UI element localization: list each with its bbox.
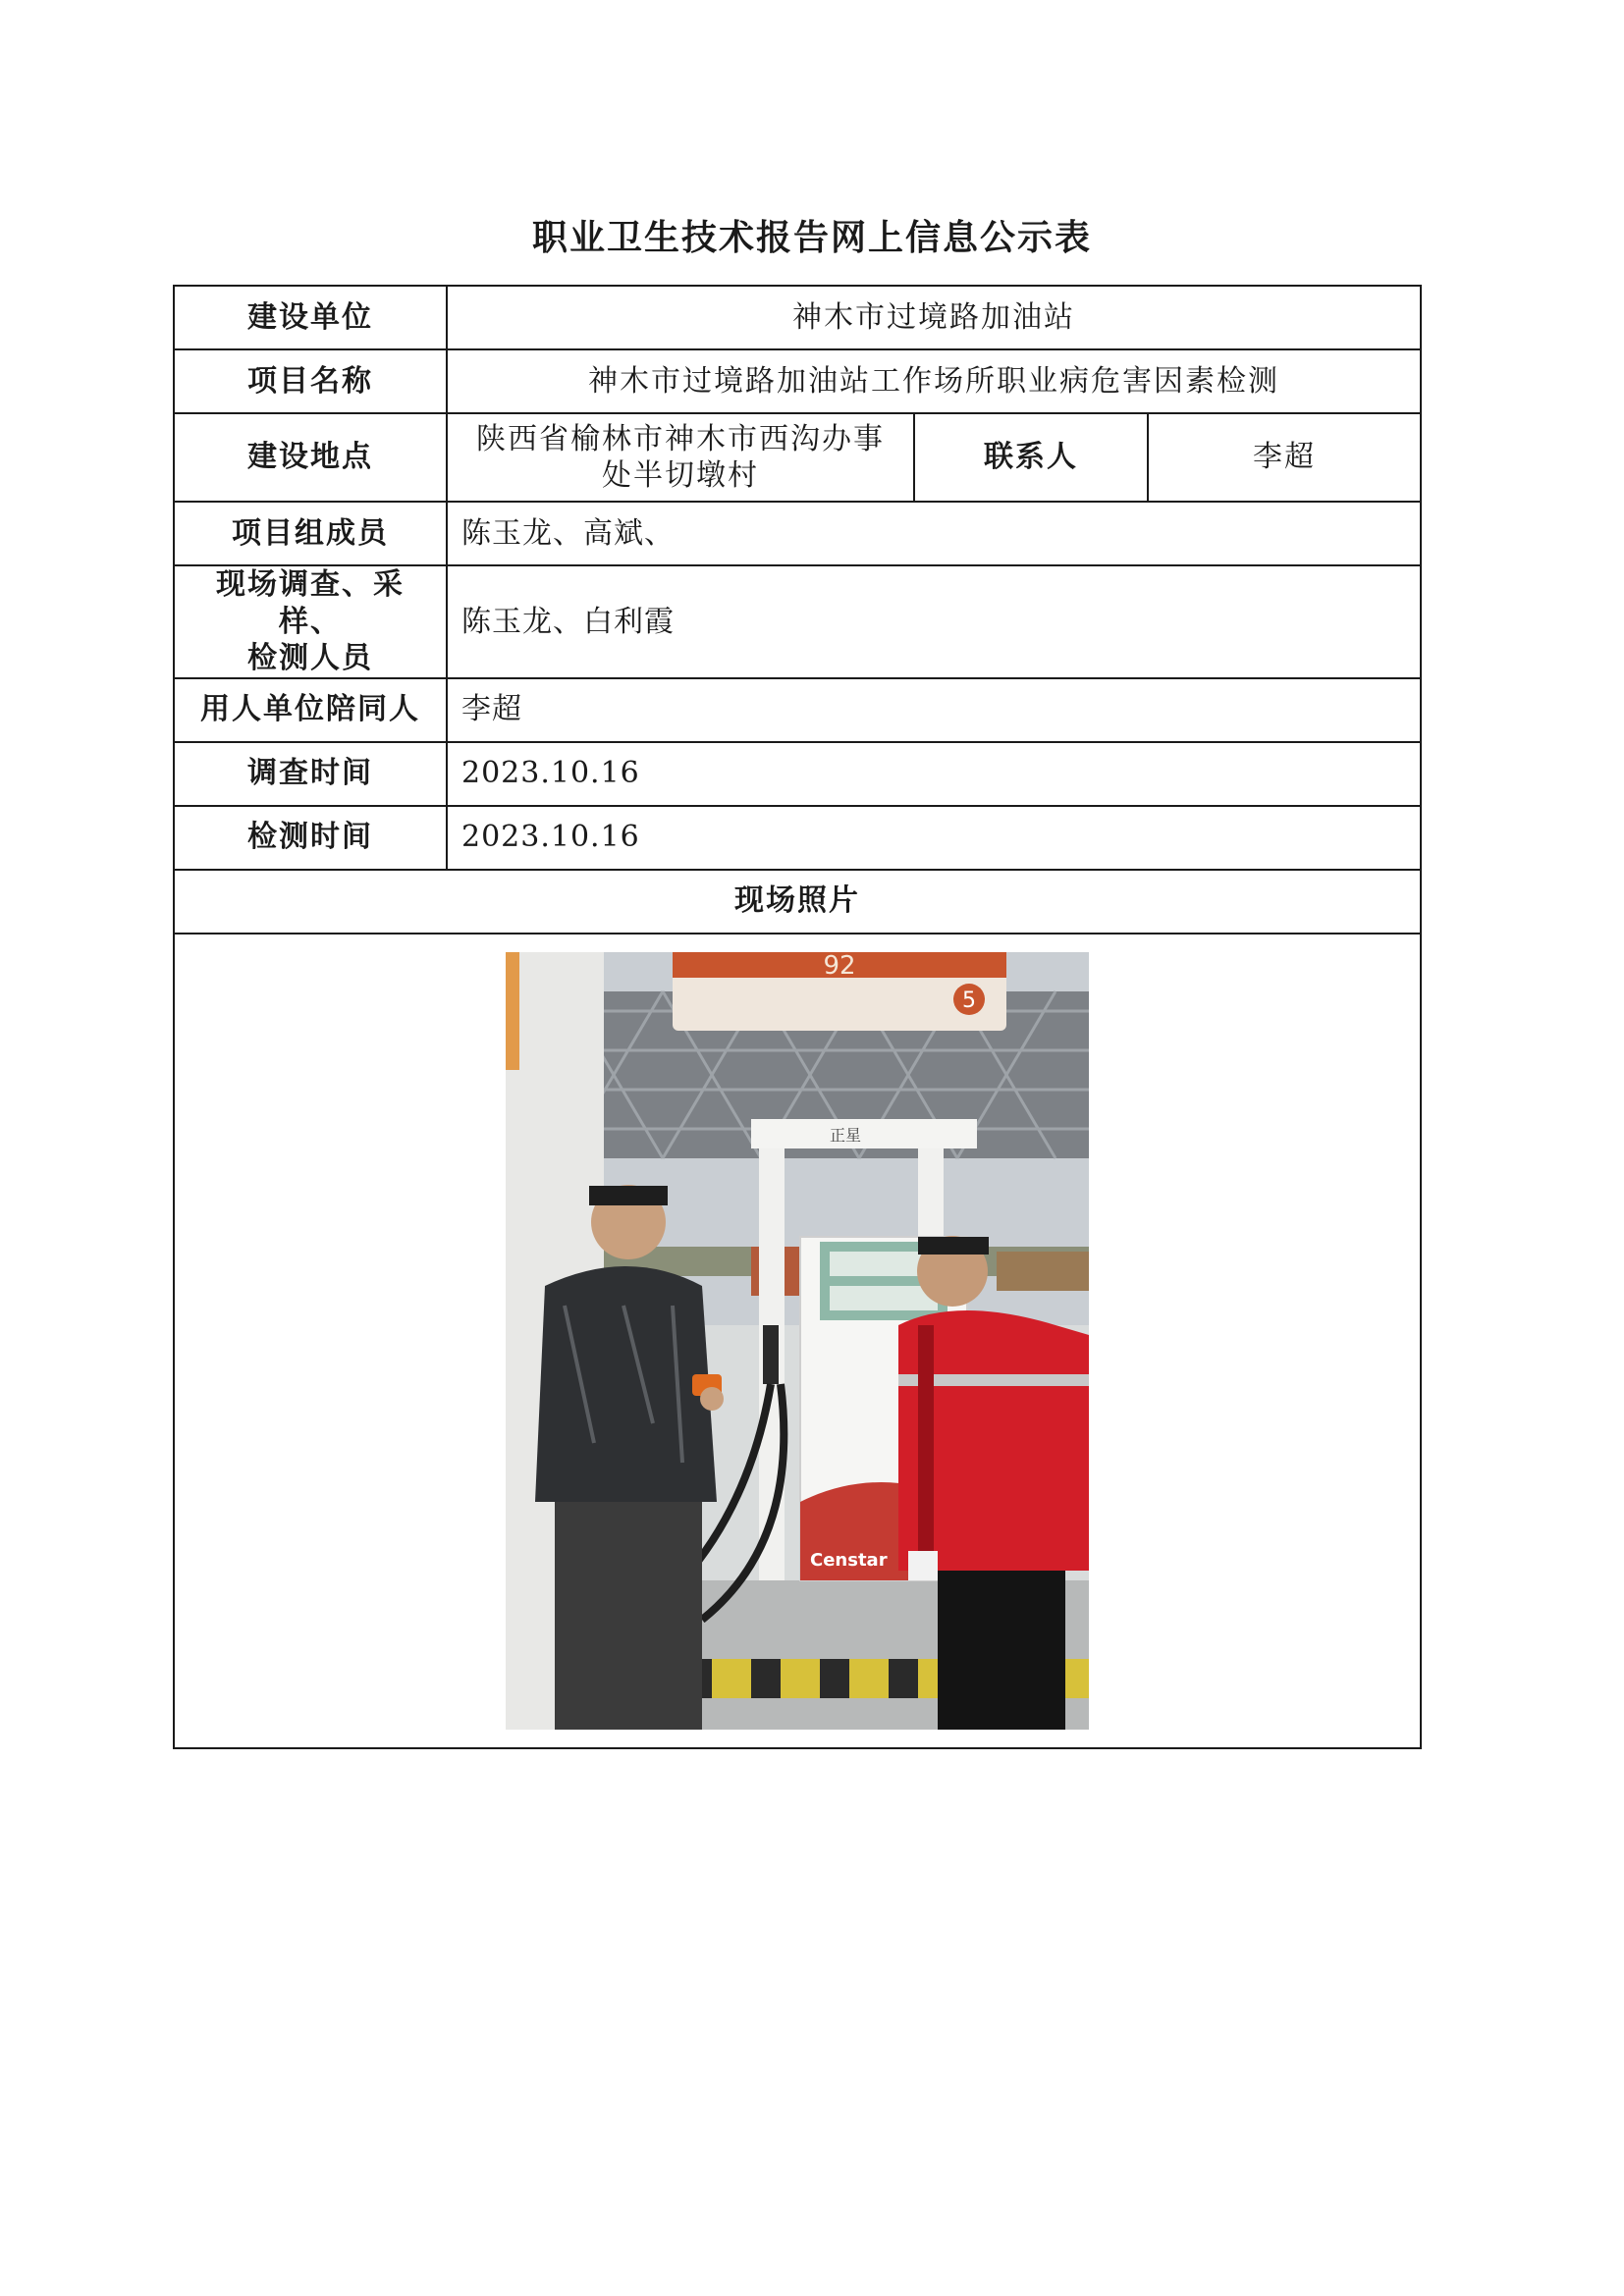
project-name-label: 项目名称: [174, 349, 447, 413]
field-staff-label-line1: 现场调查、采样、: [216, 567, 405, 639]
project-name-value: 神木市过境路加油站工作场所职业病危害因素检测: [447, 349, 1421, 413]
row-location: [174, 413, 1421, 502]
row-construction-unit: [174, 286, 1421, 349]
row-project-name: [174, 349, 1421, 413]
price-sign-text: 92: [823, 951, 856, 981]
survey-time-label: 调查时间: [174, 742, 447, 806]
test-time-value: 2023.10.16: [447, 806, 1421, 870]
row-escort: [174, 678, 1421, 742]
photo-heading: 现场照片: [174, 870, 1421, 934]
row-members: [174, 502, 1421, 565]
location-value: 陕西省榆林市神木市西沟办事处半切墩村: [447, 413, 914, 502]
escort-value: 李超: [447, 678, 1421, 742]
info-table: [173, 285, 1422, 1749]
escort-label: 用人单位陪同人: [174, 678, 447, 742]
row-survey-time: [174, 742, 1421, 806]
site-photo: [506, 952, 1089, 1730]
construction-unit-label: 建设单位: [174, 286, 447, 349]
row-photo: [174, 934, 1421, 1748]
pump-number: 5: [962, 988, 976, 1013]
pump-top-text: 正星: [830, 1125, 862, 1145]
photo-cell: [174, 934, 1421, 1748]
page-title: 职业卫生技术报告网上信息公示表: [531, 218, 1092, 258]
contact-value: 李超: [1148, 413, 1421, 502]
survey-time-value: 2023.10.16: [447, 742, 1421, 806]
contact-label: 联系人: [914, 413, 1148, 502]
row-test-time: [174, 806, 1421, 870]
construction-unit-value: 神木市过境路加油站: [447, 286, 1421, 349]
field-staff-label-line2: 检测人员: [247, 641, 373, 675]
location-label: 建设地点: [174, 413, 447, 502]
test-time-label: 检测时间: [174, 806, 447, 870]
row-photo-heading: [174, 870, 1421, 934]
site-photo-illustration: [506, 952, 1089, 1730]
pump-brand: Censtar: [810, 1549, 888, 1571]
field-staff-value: 陈玉龙、白利霞: [447, 565, 1421, 678]
row-field-staff: [174, 565, 1421, 678]
members-value: 陈玉龙、高斌、: [447, 502, 1421, 565]
members-label: 项目组成员: [174, 502, 447, 565]
field-staff-label: [174, 565, 447, 678]
